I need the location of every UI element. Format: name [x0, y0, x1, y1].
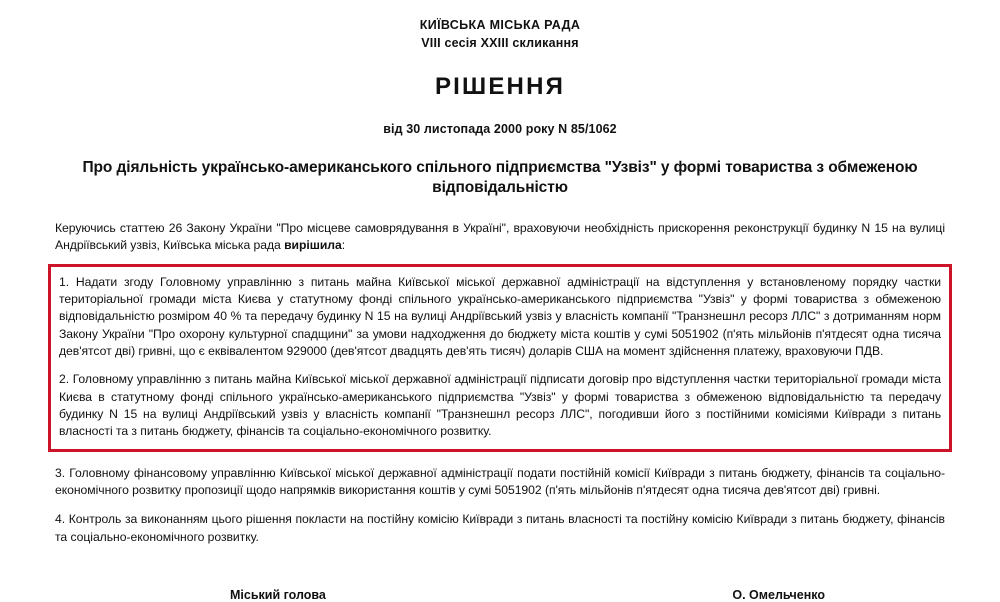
document-date-number: від 30 листопада 2000 року N 85/1062: [383, 121, 617, 136]
signatory-position: Міський голова: [230, 587, 326, 602]
clause-paragraph-4: 4. Контроль за виконанням цього рішення покласти на постійну комісію Київради з питань власності та постійну комісію Київради з питань бюджету, фінансів та соціально-економічного розвитку.: [55, 512, 945, 544]
preamble-text-after: :: [341, 238, 346, 253]
remaining-clauses: [55, 465, 945, 546]
organization-name: КИЇВСЬКА МІСЬКА РАДА: [419, 18, 581, 32]
preamble-text-before: Керуючись статтею 26 Закону України "Про місцеве самоврядування в Україні", враховуючи необхідність прискорення реконструкції будинку N 15 на вулиці Андріївський узвіз, Київська міська рада: [55, 220, 945, 253]
preamble-bold-word: вирішила: [284, 238, 342, 253]
clause-paragraph-1: 1. Надати згоду Головному управлінню з питань майна Київської міської державної адміністрації на відступлення у встановленому порядку частки територіальної громади міста Києва у статутному фонді спільного українсько-американського підприємства "Узвіз" у формі товариства з обмеженою відповідальністю розміром 40 % та передачу будинку N 15 на вулиці Андріївський узвіз у власність компанії "Транзнешнл ресорз ЛЛС" з дотриманням норм Закону України "Про охорону культурної спадщини" за умови надходження до бюджету міста коштів у сумі 5051902 (п'ять мільйонів п'ятдесят одна тисяча дев'ятсот дві) гривні, що є еквівалентом 929000 (дев'ятсот двадцять дев'ять тисяч) доларів США на момент здійснення платежу, враховуючи ПДВ.: [59, 274, 941, 358]
signature-block: [55, 588, 945, 602]
document-header: [55, 17, 945, 52]
clause-paragraph-3: 3. Головному фінансовому управлінню Київської міської державної адміністрації подати постійній комісії Київради з питань бюджету, фінансів та соціально-економічного розвитку пропозиції щодо напрямків використання коштів у сумі 5051902 (п'ять мільйонів п'ятдесят одна тисяча дев'ятсот дві) гривні.: [55, 465, 945, 497]
signatory-name: О. Омельченко: [732, 587, 825, 602]
document-subject: Про діяльність українсько-американського спільного підприємства "Узвіз" у формі товариства з обмеженою відповідальністю: [82, 158, 918, 197]
preamble-paragraph: [55, 220, 945, 255]
highlight-box: [48, 264, 952, 452]
session-info: VIII сесія XXIII скликання: [421, 35, 579, 50]
document-type-title: РІШЕННЯ: [434, 73, 566, 101]
clause-paragraph-2: 2. Головному управлінню з питань майна Київської міської державної адміністрації підписати договір про відступлення частки територіальної громади міста Києва в статутному фонді спільного українсько-американського підприємства "Узвіз" у формі товариства з обмеженою відповідальністю та передачу будинку N 15 на вулиці Андріївський узвіз у власність компанії "Транзнешнл ресорз ЛЛС", погодивши його з постійними комісіями Київради з питань власності та з питань бюджету, фінансів та соціально-економічного розвитку.: [59, 372, 941, 439]
